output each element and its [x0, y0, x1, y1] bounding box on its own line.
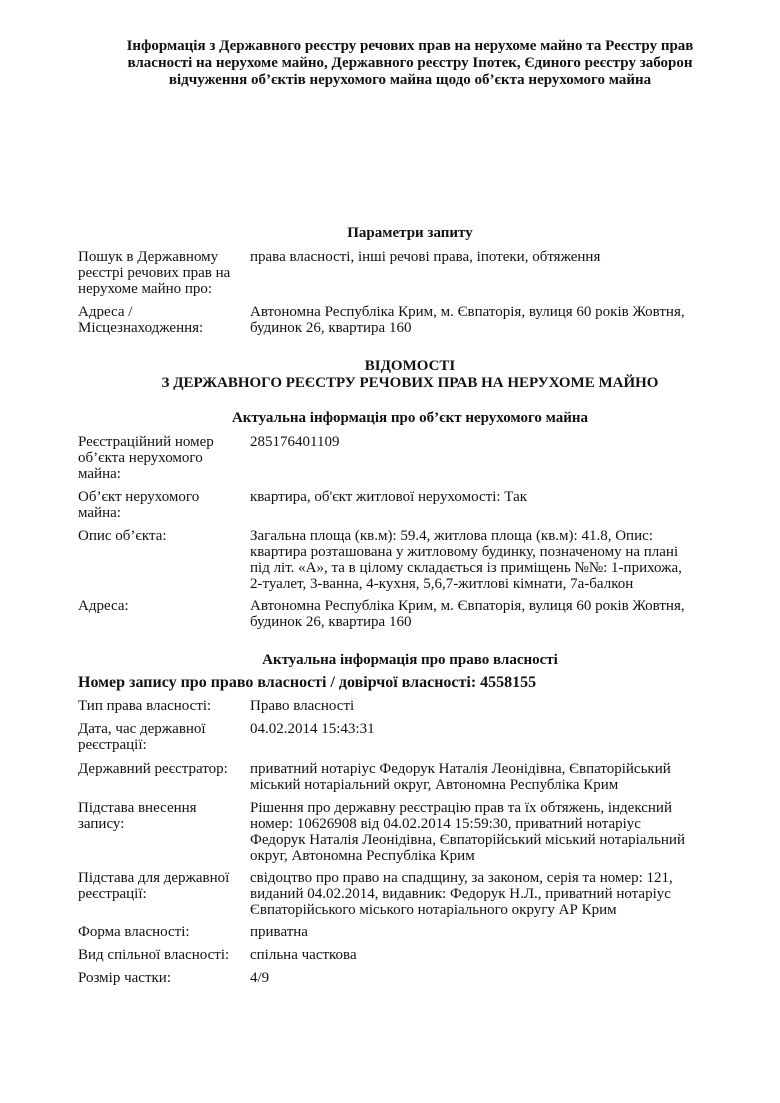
field-label: Форма власності:: [78, 924, 190, 940]
field-label: Адреса:: [78, 598, 129, 614]
field-value: свідоцтво про право на спадщину, за законом, серія та номер: 121, виданий 04.02.2014, видавник: Федорук Н.Л., приватний нотаріус Євпаторійського міського нотаріального округу АР Крим: [250, 870, 673, 918]
field-label: Розмір частки:: [78, 970, 171, 986]
register-heading: ВІДОМОСТІ З ДЕРЖАВНОГО РЕЄСТРУ РЕЧОВИХ ПРАВ НА НЕРУХОМЕ МАЙНО: [161, 358, 659, 391]
field-label: Дата, час державної реєстрації:: [78, 721, 206, 753]
field-label: Адреса / Місцезнаходження:: [78, 304, 204, 336]
field-value: 285176401109: [250, 434, 340, 450]
title-line: власності на нерухоме майно, Державного реєстру Іпотек, Єдиного реєстру заборон: [127, 55, 693, 71]
field-label: Реєстраційний номер об’єкта нерухомого майна:: [78, 434, 214, 482]
field-value: приватна: [250, 924, 308, 940]
query-heading: Параметри запиту: [347, 225, 473, 241]
title-line: Інформація з Державного реєстру речових прав на нерухоме майно та Реєстру прав: [126, 38, 694, 54]
field-value: приватний нотаріус Федорук Наталія Леонідівна, Євпаторійський міський нотаріальний округ, Автономна Республіка Крим: [250, 761, 671, 793]
field-value: Автономна Республіка Крим, м. Євпаторія, вулиця 60 років Жовтня, будинок 26, квартира 160: [250, 598, 685, 630]
field-value: Рішення про державну реєстрацію прав та їх обтяжень, індексний номер: 10626908 від 04.02.2014 15:59:30, приватний нотаріус Федорук Наталія Леонідівна, Євпаторійський міський нотаріальний округ, Автономна Республіка Крим: [250, 800, 685, 864]
record-number-heading: Номер запису про право власності / довірчої власності: 4558155: [78, 674, 537, 691]
ownership-heading: Актуальна інформація про право власності: [262, 652, 558, 668]
field-value: 4/9: [250, 970, 270, 986]
field-label: Пошук в Державному реєстрі речових прав на нерухоме майно про:: [78, 249, 231, 297]
field-value: права власності, інші речові права, іпотеки, обтяження: [250, 249, 601, 265]
field-value: 04.02.2014 15:43:31: [250, 721, 375, 737]
field-value: Автономна Республіка Крим, м. Євпаторія, вулиця 60 років Жовтня, будинок 26, квартира 160: [250, 304, 685, 336]
field-value: Загальна площа (кв.м): 59.4, житлова площа (кв.м): 41.8, Опис: квартира розташована у житловому будинку, позначеному на плані під літ. «А», та в цілому складається із приміщень №№: 1-прихожа, 2-туалет, 3-ванна, 4-кухня, 5,6,7-житлові кімнати, 7а-балкон: [250, 528, 682, 592]
field-value: квартира, об'єкт житлової нерухомості: Так: [250, 489, 528, 505]
field-label: Державний реєстратор:: [78, 761, 228, 777]
field-label: Об’єкт нерухомого майна:: [78, 489, 200, 521]
field-value: Право власності: [250, 698, 355, 714]
field-label: Опис об’єкта:: [78, 528, 167, 544]
title-line: відчуження об’єктів нерухомого майна щодо об’єкта нерухомого майна: [168, 72, 652, 88]
field-value: спільна часткова: [250, 947, 357, 963]
object-heading: Актуальна інформація про об’єкт нерухомого майна: [231, 410, 589, 426]
field-label: Вид спільної власності:: [78, 947, 230, 963]
field-label: Підстава внесення запису:: [78, 800, 197, 832]
field-label: Підстава для державної реєстрації:: [78, 870, 230, 902]
document-title: [95, 38, 725, 89]
field-label: Тип права власності:: [78, 698, 212, 714]
